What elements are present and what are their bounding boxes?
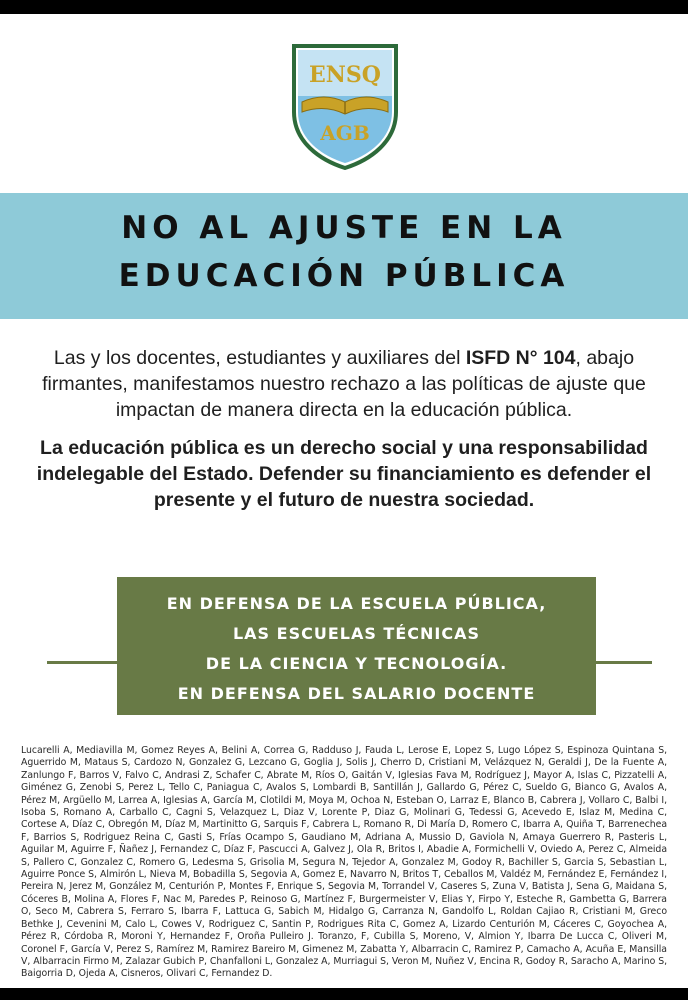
signatories-list: Lucarelli A, Mediavilla M, Gomez Reyes A, Belini A, Correa G, Radduso J, Fauda L, Lerose E, Lopez S, Lugo López S, Espinoza Quintana S, Aguerrido M, Mataus S, Cardozo N, Gonzalez G, Lezcano G, Goglia J, Solis J, Cherro D, Cristiani M, Velázquez N, Geraldi J, De la Fuente A, Zanlungo F, Barros V, Falvo C, Andrasi Z, Schafer C, Abrate M, Ríos O, Gaitán V, Iglesias Fava M, Rodríguez J, Mayor A, Islas C, Pizzatelli A, Giménez G, Zenobi S, Perez L, Tello C, Paniagua C, Avalos S, Lombardi B, Santillán J, Gallardo G, Pérez C, Sueldo G, Bianco G, Avalos A, Pérez M, Argüello M, Larrea A, Iglesias A, García M, Clotildi M, Moya M, Ochoa N, Esteban O, Larraz E, Blanco B, Cabrera J, Vollaro C, Balbi I, Isoba S, Romano A, Carballo C, Cagni S, Velazquez L, Diaz V, Lorente P, Diaz G, Molinari G, Tedessi G, Acevedo E, Islaz M, Medina C, Cortese A, Díaz C, Obregón M, Díaz M, Martinitto G, Sarquis F, Cabrera L, Romano R, Di María D, Romero C, Ibarra A, Quiña T, Barrenechea F, Barrios S, Rodriguez Reina C, Gasti S, Frías Ocampo S, Gaudiano M, Adriana A, Mussio D, Gaviola N, Amaya Guerrero R, Pasteris L, Aguilar M, Aguirre F, Ñañez J, Fernandez C, Díaz F, Pascucci A, Galvez J, Ola R, Britos I, Abadie A, Formichelli V, Oviedo A, Perez C, Almeida S, Pallero C, Gonzalez C, Romero G, Ledesma S, Grisolia M, Segura N, Tejedor A, Gonzalez M, Godoy R, Bachiller S, Garcia S, Sebastian L, Aguirre Ponce S, Almirón L, Nieva M, Bobadilla S, Segovia A, Gomez E, Navarro N, Britos T, Ceballos M, Valdéz M, Fernández E, Fernández I, Pereira N, Jerez M, González M, Centurión P, Montes F, Enrique S, Segovia M, Torrandel V, Caseres S, Zuna V, Batista J, Sena G, Maidana S, Cóceres B, Molina A, Flores F, Nac M, Paredes P, Reinoso G, Martínez F, Burgermeister V, Elias Y, Firpo Y, Esteche R, Gambetta G, Barrera O, Seco M, Cabrera S, Ferraro S, Ibarra F, Lattuca G, Sabich M, Hidalgo G, Carranza N, Gandolfo L, Roldan Cajiao R, Cristiani M, Greco Bethke J, Cevenini M, Calo L, Cowes V, Rodriguez C, Santin P, Rodrigues Rita C, Gomez A, Lizardo Centurión M, Cáceres C, Goyochea A, Pérez R, Córdoba R, Moroni Y, Hernandez F, Oroña Pulleiro J. Toranzo, F, Cubilla S, Moreno, V, Almion Y, Ibarra De Lucca C, Oliveri M, Coronel F, García V, Perez S, Ramírez M, Ramirez Bareiro M, Gimenez M, Zabatta Y, Albarracin C, Ramirez P, Camacho A, Acuña E, Mansilla V, Albarracin Firmo M, Zalazar Gubich P, Chanfalloni L, Gonzalez A, Murriagui S, Veron M, Nuñez V, Encina R, Godoy R, Saracho A, Marino S, Baigorria D, Ojeda A, Cisneros, Olivari C, Fernandez D. <box>21 745 667 980</box>
headline-line-1: NO AL AJUSTE EN LA <box>121 210 567 246</box>
school-logo <box>290 42 400 170</box>
intro-text-end: , abajo firmantes, manifestamos nuestro rechazo a las políticas de ajuste que impactan de manera directa en la educación pública. <box>42 347 646 421</box>
intro-paragraph <box>30 345 658 423</box>
logo-bottom-text: AGB <box>320 121 370 145</box>
slogan-line-1: EN DEFENSA DE LA ESCUELA PÚBLICA, <box>166 594 547 613</box>
intro-text-start: Las y los docentes, estudiantes y auxiliares del <box>53 347 466 369</box>
institute-name: ISFD N° 104 <box>465 347 576 369</box>
slogan-line-4: EN DEFENSA DEL SALARIO DOCENTE <box>177 684 536 703</box>
divider-right <box>596 661 652 664</box>
slogan-line-2: LAS ESCUELAS TÉCNICAS <box>232 624 481 643</box>
top-black-bar <box>0 0 688 14</box>
logo-top-text: ENSQ <box>309 62 381 88</box>
bottom-black-bar <box>0 988 688 1000</box>
divider-left <box>47 661 117 664</box>
slogan-line-3: DE LA CIENCIA Y TECNOLOGÍA. <box>205 654 508 673</box>
statement-paragraph: La educación pública es un derecho social y una responsabilidad indelegable del Estado. Defender su financiamiento es defender el presente y el futuro de nuestra sociedad. <box>36 437 652 511</box>
headline-line-2: EDUCACIÓN PÚBLICA <box>118 258 570 294</box>
